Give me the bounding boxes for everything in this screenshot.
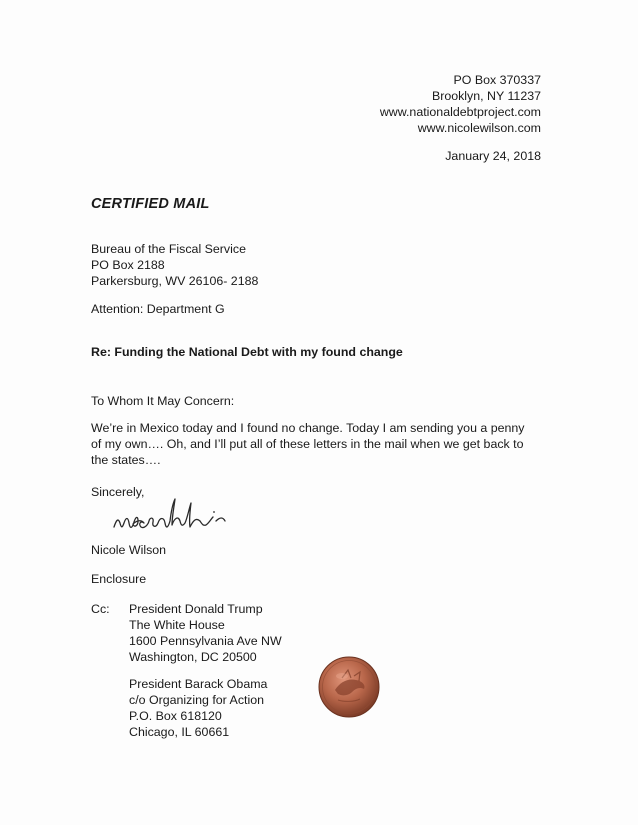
sender-website2: www.nicolewilson.com <box>417 121 541 135</box>
letter-date-block <box>445 148 541 164</box>
enclosure-note: Enclosure <box>91 572 147 586</box>
signer-block <box>91 542 166 558</box>
cc-label: Cc: <box>91 602 110 616</box>
handwritten-signature <box>108 483 258 543</box>
letter-body <box>91 420 561 468</box>
cc-recipient-line1: The White House <box>129 618 225 632</box>
sender-address <box>380 72 541 136</box>
body-line1: We’re in Mexico today and I found no change. Today I am sending you a penny <box>91 421 525 435</box>
cc-recipient-line2: P.O. Box 618120 <box>129 709 222 723</box>
cc-recipient <box>129 676 267 740</box>
subject-line: Re: Funding the National Debt with my found change <box>91 345 403 359</box>
greeting: To Whom It May Concern: <box>91 394 235 408</box>
recipient-address-line2: Parkersburg, WV 26106- 2188 <box>91 274 259 288</box>
signer-name: Nicole Wilson <box>91 543 167 557</box>
attention-block <box>91 301 225 317</box>
recipient-name: Bureau of the Fiscal Service <box>91 242 246 256</box>
recipient-address <box>91 241 258 289</box>
cc-recipient-name: President Barack Obama <box>129 677 268 691</box>
enclosure-block <box>91 571 146 587</box>
cc-recipient-line2: 1600 Pennsylvania Ave NW <box>129 634 282 648</box>
cc-recipient-line3: Chicago, IL 60661 <box>129 725 230 739</box>
body-line2: of my own…. Oh, and I’ll put all of these letters in the mail when we get back to <box>91 437 524 451</box>
sender-website1: www.nationaldebtproject.com <box>379 105 541 119</box>
closing: Sincerely, <box>91 485 145 499</box>
cc-recipient <box>129 601 282 665</box>
recipient-address-line1: PO Box 2188 <box>91 258 165 272</box>
penny-coin-image <box>318 656 380 718</box>
mail-type-heading: CERTIFIED MAIL <box>91 196 210 212</box>
cc-recipient-name: President Donald Trump <box>129 602 263 616</box>
attention-line: Attention: Department G <box>91 302 225 316</box>
cc-recipient-line3: Washington, DC 20500 <box>129 650 257 664</box>
sender-address-line2: Brooklyn, NY 11237 <box>431 89 541 103</box>
greeting-block <box>91 393 234 409</box>
body-line3: the states…. <box>91 453 161 467</box>
cc-recipient-line1: c/o Organizing for Action <box>129 693 264 707</box>
sender-address-line1: PO Box 370337 <box>453 73 541 87</box>
letter-date: January 24, 2018 <box>445 149 541 163</box>
